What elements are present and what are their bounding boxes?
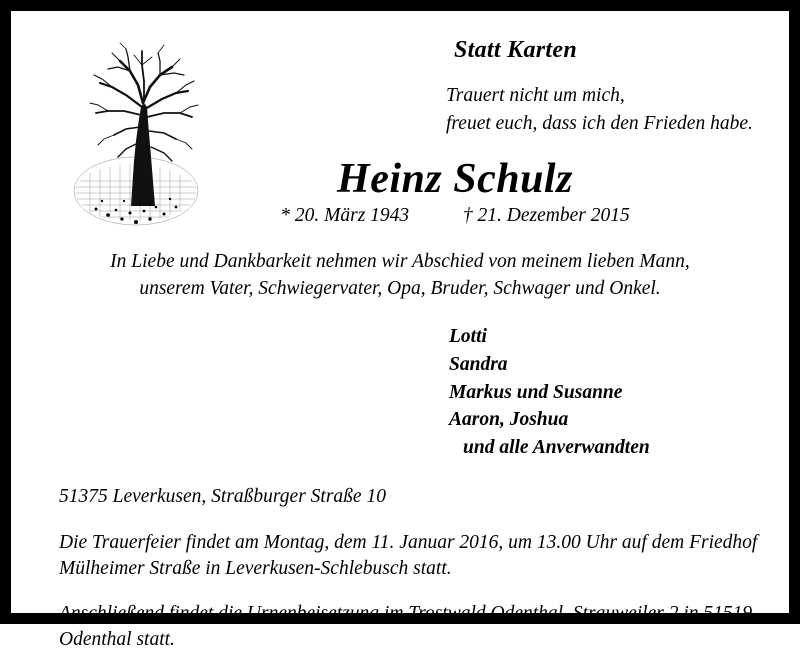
- mourner-name: Aaron, Joshua: [449, 409, 569, 431]
- tribute-line: unserem Vater, Schwiegervater, Opa, Bruder, Schwager und Onkel.: [139, 278, 661, 300]
- mourner-name: Sandra: [449, 353, 508, 375]
- verse-line: freuet euch, dass ich den Frieden habe.: [446, 112, 753, 134]
- death-date: † 21. Dezember 2015: [462, 205, 630, 227]
- funeral-service-text: [41, 530, 759, 583]
- statt-karten-heading: Statt Karten: [454, 37, 577, 63]
- deceased-name: Heinz Schulz: [337, 156, 573, 203]
- tribute-text: [41, 249, 759, 303]
- verse-text: [246, 82, 759, 137]
- tribute-line: In Liebe und Dankbarkeit nehmen wir Abschied von meinem lieben Mann,: [110, 251, 690, 273]
- interment-line: Anschließend findet die Urnenbeisetzung im Trostwald Odenthal, Strauweiler 2 in 51519: [59, 602, 753, 624]
- mourner-name: Lotti: [449, 326, 487, 348]
- notice-inner: [11, 11, 789, 651]
- address-line: 51375 Leverkusen, Straßburger Straße 10: [59, 485, 386, 507]
- birth-date: * 20. März 1943: [280, 205, 410, 227]
- header-block: [246, 37, 759, 137]
- mourner-name: Markus und Susanne: [449, 381, 623, 403]
- verse-line: Trauert nicht um mich,: [446, 85, 625, 106]
- service-line: Die Trauerfeier findet am Montag, dem 11. Januar 2016, um 13.00 Uhr auf dem Friedhof: [59, 531, 758, 553]
- interment-line: Odenthal statt.: [59, 629, 175, 651]
- service-line: Mülheimer Straße in Leverkusen-Schlebusch statt.: [59, 558, 452, 580]
- mourners-list: [41, 323, 759, 461]
- mourner-name: und alle Anverwandten: [463, 436, 650, 458]
- interment-text: [41, 601, 759, 654]
- bare-tree-illustration-icon: [56, 41, 231, 236]
